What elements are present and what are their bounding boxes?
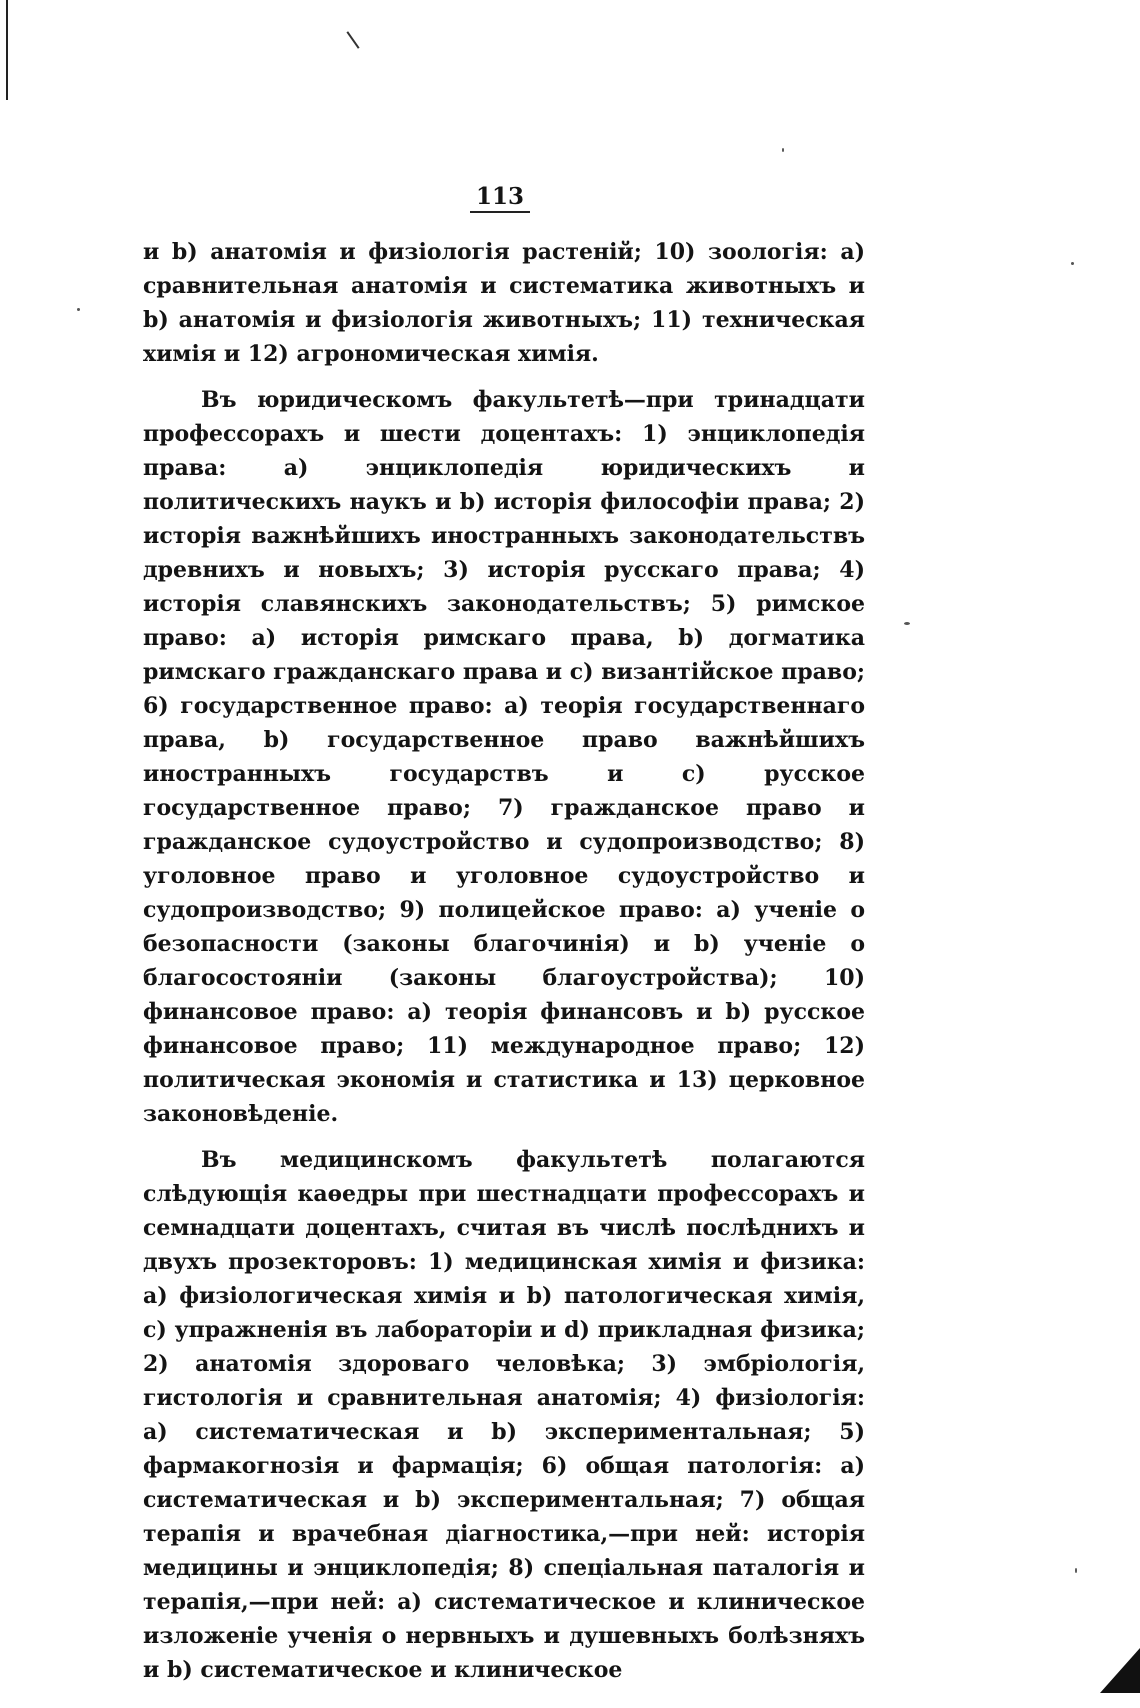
paragraph-law-faculty: Въ юридическомъ факультетѣ—при тринадцати профессорахъ и шести доцентахъ: 1) энциклопедія права: а) энциклопедія юридическихъ и политическихъ наукъ и b) исторія философіи права; 2) исторія важнѣйшихъ иностранныхъ законодательствъ древнихъ и новыхъ; 3) исторія русскаго права; 4) исторія славянскихъ законодательствъ; 5) римское право: а) исторія римскаго права, b) догматика римскаго гражданскаго права и c) византійское право; 6) государственное право: а) теорія государственнаго права, b) государственное право важнѣйшихъ иностранныхъ государствъ и c) русское государственное право; 7) гражданское право и гражданское судоустройство и судопроизводство; 8) уголовное право и уголовное судоустройство и судопроизводство; 9) полицейское право: а) ученіе о безопасности (законы благочинія) и b) ученіе о благосостояніи (законы благоустройства); 10) финансовое право: а) теорія финансовъ и b) русское финансовое право; 11) международное право; 12) политическая экономія и статистика и 13) церковное законовѣденіе. (143, 387, 865, 1127)
scan-edge-line (6, 0, 8, 100)
scan-speck (904, 622, 910, 625)
scan-speck (1075, 1568, 1077, 1573)
scan-speck (1071, 262, 1074, 265)
page-corner-mark (1100, 1648, 1140, 1693)
paragraph-continuation: и b) анатомія и физіологія растеній; 10) зоологія: а) сравнительная анатомія и систематика животныхъ и b) анатомія и физіологія животныхъ; 11) техническая химія и 12) агрономическая химія. (143, 239, 865, 367)
scan-mark (346, 31, 359, 49)
body-text (143, 235, 865, 1699)
scan-speck (77, 308, 80, 311)
paragraph-medical-faculty: Въ медицинскомъ факультетѣ полагаются слѣдующія каѳедры при шестнадцати профессорахъ и семнадцати доцентахъ, считая въ числѣ послѣднихъ и двухъ прозекторовъ: 1) медицинская химія и физика: а) физіологическая химія и b) патологическая химія, c) упражненія въ лабораторіи и d) прикладная физика; 2) анатомія здороваго человѣка; 3) эмбріологія, гистологія и сравнительная анатомія; 4) физіологія: а) систематическая и b) экспериментальная; 5) фармакогнозія и фармація; 6) общая патологія: а) систематическая и b) экспериментальная; 7) общая терапія и врачебная діагностика,—при ней: исторія медицины и энциклопедія; 8) спеціальная паталогія и терапія,—при ней: а) систематическое и клиническое изложеніе ученія о нервныхъ и душевныхъ болѣзняхъ и b) систематическое и клиническое (143, 1147, 865, 1683)
scan-speck (782, 148, 784, 152)
page-number: 113 (470, 183, 530, 213)
